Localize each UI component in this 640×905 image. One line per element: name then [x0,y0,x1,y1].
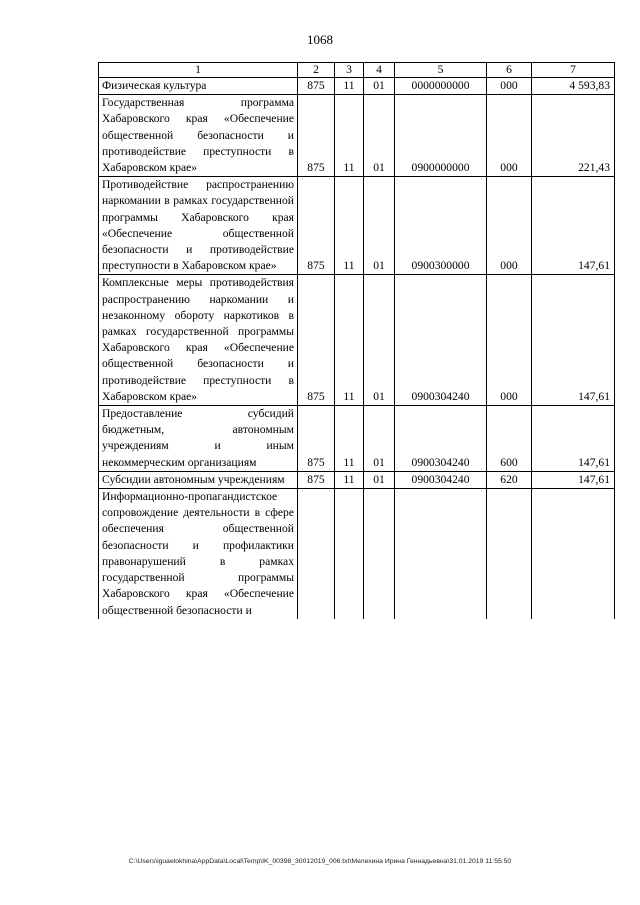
row-amount: 147,61 [532,471,615,488]
row-target-article: 0900300000 [395,177,487,275]
row-section-code: 11 [335,95,364,177]
row-expense-type: 000 [487,78,532,95]
row-subsection-code: 01 [364,78,395,95]
table-row [99,177,615,275]
row-expense-type: 000 [487,275,532,406]
row-ministry-code: 875 [298,471,335,488]
column-header: 7 [532,63,615,78]
table-row [99,275,615,406]
table-row [99,489,615,619]
row-subsection-code: 01 [364,471,395,488]
row-section-code: 11 [335,275,364,406]
row-expense-type: 620 [487,471,532,488]
budget-table [98,62,615,619]
row-amount [532,489,615,619]
row-target-article [395,489,487,619]
file-path-footer: C:\Users\iguaelokhina\AppData\Local\Temp\IK_00398_30012019_006.txt\Мелехина Ирина Геннадьевна\31.01.2019 11:55:50 [128,858,512,865]
table-row [99,406,615,472]
row-ministry-code: 875 [298,95,335,177]
row-subsection-code: 01 [364,406,395,472]
row-expense-type: 600 [487,406,532,472]
row-ministry-code: 875 [298,275,335,406]
column-header: 4 [364,63,395,78]
row-name: Противодействие распространению наркомании в рамках государственной программы Хабаровского края «Обеспечение общественной безопасности и противодействие преступности в Хабаровском крае» [99,177,298,275]
row-name: Субсидии автономным учреждениям [99,471,298,488]
table-row [99,78,615,95]
row-target-article: 0900304240 [395,275,487,406]
row-name: Государственная программа Хабаровского края «Обеспечение общественной безопасности и противодействие преступности в Хабаровском крае» [99,95,298,177]
row-section-code: 11 [335,471,364,488]
row-section-code [335,489,364,619]
row-amount: 4 593,83 [532,78,615,95]
column-header: 6 [487,63,532,78]
row-ministry-code: 875 [298,406,335,472]
row-ministry-code: 875 [298,177,335,275]
table-row [99,471,615,488]
row-section-code: 11 [335,78,364,95]
row-target-article: 0900304240 [395,406,487,472]
row-expense-type [487,489,532,619]
row-ministry-code [298,489,335,619]
table-row [99,95,615,177]
row-subsection-code: 01 [364,95,395,177]
row-name: Физическая культура [99,78,298,95]
row-name: Комплексные меры противодействия распространению наркомании и незаконному обороту наркотиков в рамках государственной программы Хабаровского края «Обеспечение общественной безопасности и противодействие преступности в Хабаровском крае» [99,275,298,406]
table-header-row [99,63,615,78]
row-amount: 221,43 [532,95,615,177]
column-header: 3 [335,63,364,78]
row-name: Информационно-пропагандистское сопровождение деятельности в сфере обеспечения общественной безопасности и профилактики правонарушений в рамках государственной программы Хабаровского края «Обеспечение общественной безопасности и [99,489,298,619]
row-section-code: 11 [335,406,364,472]
row-ministry-code: 875 [298,78,335,95]
row-section-code: 11 [335,177,364,275]
row-target-article: 0900000000 [395,95,487,177]
row-subsection-code: 01 [364,177,395,275]
row-subsection-code: 01 [364,275,395,406]
row-target-article: 0000000000 [395,78,487,95]
column-header: 2 [298,63,335,78]
row-amount: 147,61 [532,406,615,472]
column-header: 5 [395,63,487,78]
row-name: Предоставление субсидий бюджетным, автономным учреждениям и иным некоммерческим организациям [99,406,298,472]
row-amount: 147,61 [532,177,615,275]
page-number: 1068 [307,32,333,47]
row-subsection-code [364,489,395,619]
row-target-article: 0900304240 [395,471,487,488]
row-expense-type: 000 [487,177,532,275]
row-expense-type: 000 [487,95,532,177]
row-amount: 147,61 [532,275,615,406]
column-header: 1 [99,63,298,78]
